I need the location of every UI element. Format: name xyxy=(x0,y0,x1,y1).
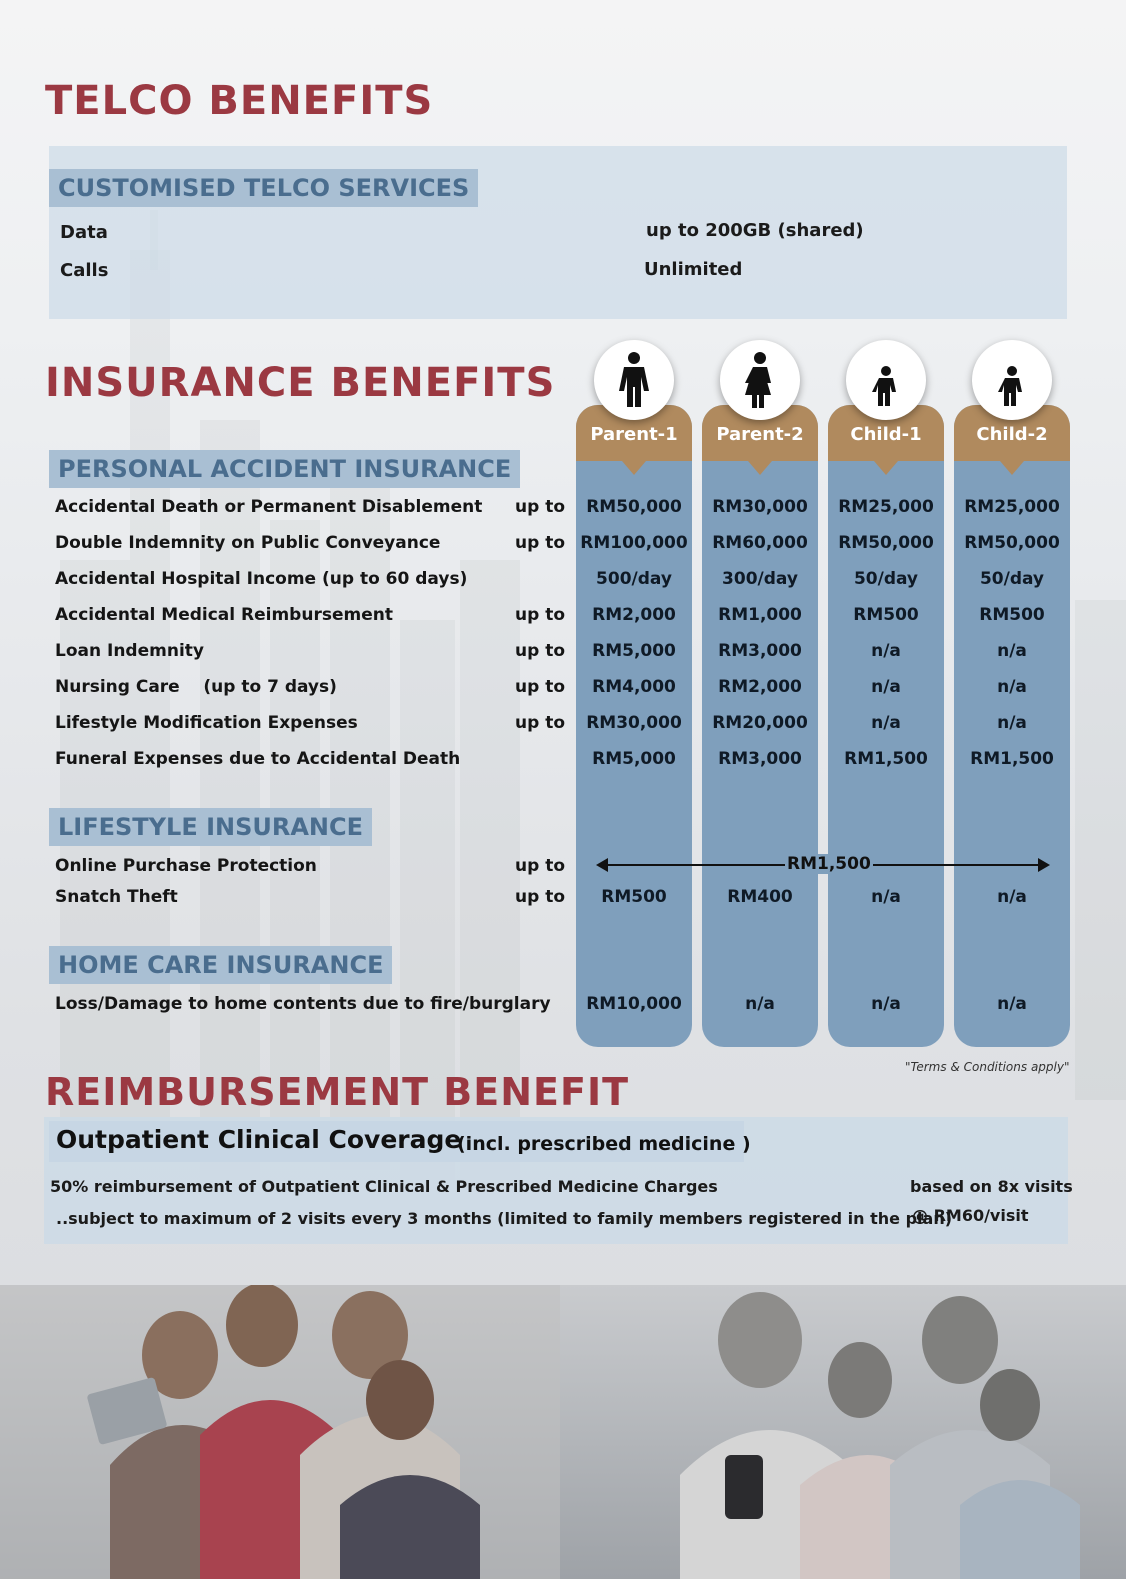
pa-value-cell: n/a xyxy=(871,677,901,697)
pa-row-prefix: up to xyxy=(515,713,565,733)
pa-value-cell: RM25,000 xyxy=(964,497,1060,517)
pa-value-cell: RM4,000 xyxy=(592,677,676,697)
pa-value-cell: RM500 xyxy=(979,605,1045,625)
home-contents-value: RM10,000 xyxy=(586,994,682,1014)
reimbursement-note-1: based on 8x visits xyxy=(910,1177,1073,1196)
child-icon xyxy=(846,340,926,420)
pa-value-cell: RM50,000 xyxy=(586,497,682,517)
pa-value-cell: RM3,000 xyxy=(718,749,802,769)
online-purchase-prefix: up to xyxy=(515,856,565,876)
pa-value-cell: n/a xyxy=(871,641,901,661)
reimbursement-note-2: @ RM60/visit xyxy=(912,1206,1029,1225)
pa-value-cell: RM50,000 xyxy=(964,533,1060,553)
pa-value-cell: RM20,000 xyxy=(712,713,808,733)
snatch-theft-label: Snatch Theft xyxy=(55,887,178,907)
terms-note: "Terms & Conditions apply" xyxy=(905,1060,1070,1074)
column-header-child-1: Child-1 xyxy=(828,405,944,461)
pa-value-cell: RM5,000 xyxy=(592,641,676,661)
online-purchase-label: Online Purchase Protection xyxy=(55,856,317,876)
snatch-theft-value: RM500 xyxy=(601,887,667,907)
column-header-child-2: Child-2 xyxy=(954,405,1070,461)
pa-value-cell: n/a xyxy=(871,713,901,733)
telco-calls-value: Unlimited xyxy=(644,259,743,280)
family-photo xyxy=(0,1285,1126,1579)
snatch-theft-prefix: up to xyxy=(515,887,565,907)
pa-value-cell: RM60,000 xyxy=(712,533,808,553)
personal-accident-insurance-label: PERSONAL ACCIDENT INSURANCE xyxy=(49,450,520,488)
telco-data-label: Data xyxy=(60,222,108,243)
outpatient-coverage-subtitle: (incl. prescribed medicine ) xyxy=(457,1133,751,1155)
snatch-theft-value: n/a xyxy=(997,887,1027,907)
telco-benefits-heading: TELCO BENEFITS xyxy=(45,78,434,124)
insurance-benefits-heading: INSURANCE BENEFITS xyxy=(45,360,556,406)
arrow-right-icon xyxy=(1038,858,1050,872)
pa-row-label: Accidental Hospital Income (up to 60 days) xyxy=(55,569,468,589)
pa-value-cell: RM2,000 xyxy=(592,605,676,625)
reimbursement-line-2: ..subject to maximum of 2 visits every 3 months (limited to family members registered in the plan) xyxy=(56,1209,953,1228)
pa-value-cell: RM1,000 xyxy=(718,605,802,625)
woman-icon xyxy=(720,340,800,420)
outpatient-coverage-title: Outpatient Clinical Coverage xyxy=(56,1125,462,1154)
pa-row-prefix: up to xyxy=(515,497,565,517)
pa-value-cell: n/a xyxy=(997,713,1027,733)
pa-value-cell: 300/day xyxy=(722,569,798,589)
pa-value-cell: RM5,000 xyxy=(592,749,676,769)
pa-value-cell: RM1,500 xyxy=(970,749,1054,769)
pa-row-label: Accidental Death or Permanent Disablement xyxy=(55,497,483,517)
pa-value-cell: RM100,000 xyxy=(580,533,688,553)
reimbursement-benefit-heading: REIMBURSEMENT BENEFIT xyxy=(45,1070,630,1114)
pa-value-cell: RM50,000 xyxy=(838,533,934,553)
pa-row-label: Accidental Medical Reimbursement xyxy=(55,605,393,625)
pa-row-label: Funeral Expenses due to Accidental Death xyxy=(55,749,461,769)
pa-row-label: Lifestyle Modification Expenses xyxy=(55,713,358,733)
column-header-parent-2: Parent-2 xyxy=(702,405,818,461)
column-header-parent-1: Parent-1 xyxy=(576,405,692,461)
home-contents-label: Loss/Damage to home contents due to fire/burglary xyxy=(55,994,551,1014)
pa-row-prefix: up to xyxy=(515,677,565,697)
pa-value-cell: RM3,000 xyxy=(718,641,802,661)
pa-value-cell: RM25,000 xyxy=(838,497,934,517)
customised-telco-services-label: CUSTOMISED TELCO SERVICES xyxy=(49,169,478,207)
telco-calls-label: Calls xyxy=(60,260,109,281)
lifestyle-insurance-label: LIFESTYLE INSURANCE xyxy=(49,808,372,846)
pa-value-cell: 50/day xyxy=(853,569,919,589)
pa-value-cell: RM1,500 xyxy=(844,749,928,769)
pa-value-cell: RM500 xyxy=(853,605,919,625)
snatch-theft-value: n/a xyxy=(871,887,901,907)
pa-value-cell: n/a xyxy=(997,641,1027,661)
snatch-theft-value: RM400 xyxy=(727,887,793,907)
pa-row-prefix: up to xyxy=(515,641,565,661)
reimbursement-line-1: 50% reimbursement of Outpatient Clinical & Prescribed Medicine Charges xyxy=(50,1177,718,1196)
home-contents-value: n/a xyxy=(745,994,775,1014)
pa-value-cell: RM30,000 xyxy=(586,713,682,733)
pa-row-prefix: up to xyxy=(515,533,565,553)
child-icon xyxy=(972,340,1052,420)
pa-value-cell: n/a xyxy=(997,677,1027,697)
pa-row-label: Loan Indemnity xyxy=(55,641,204,661)
online-purchase-shared-value: RM1,500 xyxy=(787,854,871,874)
man-icon xyxy=(594,340,674,420)
pa-value-cell: 500/day xyxy=(596,569,672,589)
home-care-insurance-label: HOME CARE INSURANCE xyxy=(49,946,392,984)
arrow-left-icon xyxy=(596,858,608,872)
telco-data-value: up to 200GB (shared) xyxy=(646,220,864,241)
home-contents-value: n/a xyxy=(997,994,1027,1014)
home-contents-value: n/a xyxy=(871,994,901,1014)
pa-value-cell: 50/day xyxy=(979,569,1045,589)
pa-row-label: Double Indemnity on Public Conveyance xyxy=(55,533,441,553)
pa-value-cell: RM2,000 xyxy=(718,677,802,697)
pa-row-prefix: up to xyxy=(515,605,565,625)
pa-row-label: Nursing Care (up to 7 days) xyxy=(55,677,337,697)
pa-value-cell: RM30,000 xyxy=(712,497,808,517)
